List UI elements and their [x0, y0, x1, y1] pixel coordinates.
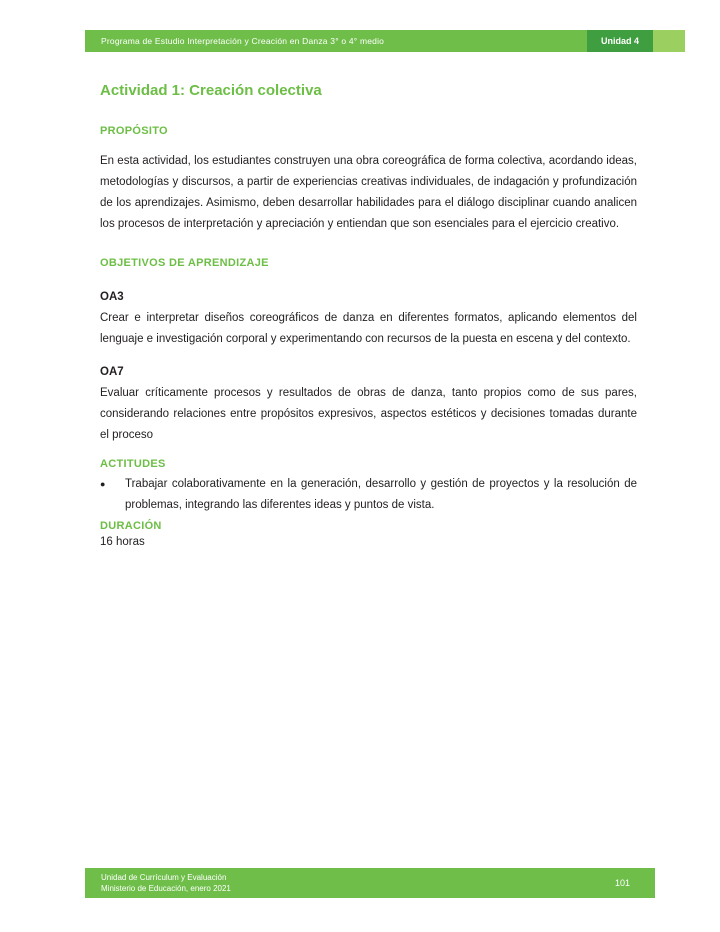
section-proposito [100, 125, 637, 235]
oa-code: OA3 [100, 291, 124, 303]
bullet-item [100, 474, 637, 516]
program-title: Programa de Estudio Interpretación y Creación en Danza 3° o 4° medio [101, 36, 385, 46]
page-footer [85, 868, 655, 898]
proposito-body: En esta actividad, los estudiantes construyen una obra coreográfica de forma colectiva, acordando ideas, metodologías y discursos, a partir de experiencias creativas individuales, de indagación y profundización de los aprendizajes. Asimismo, deben desarrollar habilidades para el diálogo disciplinar cuando analicen los procesos de interpretación y apreciación y entiendan que son esenciales para el ejercicio creativo. [100, 155, 637, 230]
page-header [85, 30, 685, 52]
oa-item [100, 287, 637, 350]
unit-badge: Unidad 4 [587, 30, 653, 52]
bullet-marker-icon: ● [100, 479, 106, 489]
oa-text: Crear e interpretar diseños coreográficos de danza en diferentes formatos, aplicando elementos del lenguaje e investigación corporal y experimentando con recursos de la puesta en escena y del contexto. [100, 312, 637, 345]
duracion-value: 16 horas [100, 536, 145, 548]
footer-line2: Ministerio de Educación, enero 2021 [101, 884, 231, 893]
oa-code: OA7 [100, 366, 124, 378]
section-objetivos [100, 257, 637, 446]
oa-text: Evaluar críticamente procesos y resultados de obras de danza, tanto propios como de sus pares, considerando relaciones entre propósitos expresivos, aspectos estéticos y decisiones tomadas durante el proceso [100, 387, 637, 441]
objetivos-heading: OBJETIVOS DE APRENDIZAJE [100, 257, 269, 269]
footer-credits [101, 872, 231, 894]
program-title-bar [85, 30, 587, 52]
activity-title: Actividad 1: Creación colectiva [100, 82, 322, 99]
bullet-text: Trabajar colaborativamente en la generación, desarrollo y gestión de proyectos y la resolución de problemas, integrando las diferentes ideas y puntos de vista. [125, 478, 637, 511]
proposito-heading: PROPÓSITO [100, 125, 168, 137]
actitudes-heading: ACTITUDES [100, 458, 166, 470]
section-duracion [100, 520, 637, 553]
header-corner-square [653, 30, 685, 52]
page-number: 101 [614, 878, 630, 888]
duracion-heading: DURACIÓN [100, 520, 162, 532]
page-content [100, 82, 637, 553]
section-actitudes [100, 458, 637, 516]
oa-item [100, 362, 637, 446]
footer-line1: Unidad de Currículum y Evaluación [101, 873, 227, 882]
